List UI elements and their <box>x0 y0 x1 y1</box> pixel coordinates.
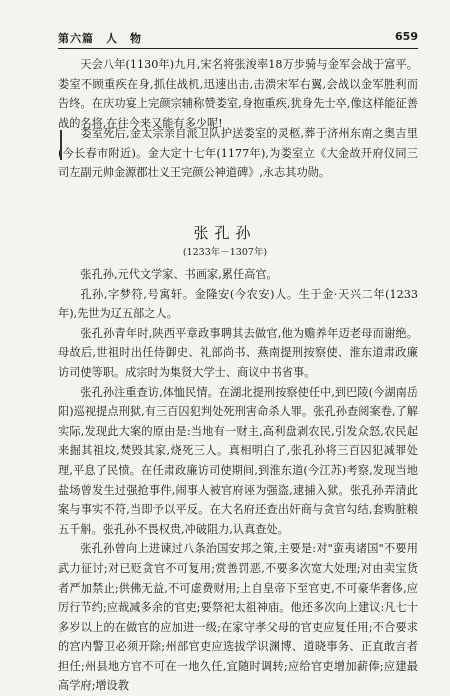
intro-paragraph: 天会八年(1130年)九月,宋名将张浚率18万步骑与金军会战于富平。娄室不顾重疾在身,抓住战机,迅速出击,击溃宋军右翼,会战以金军胜利而告终。在庆功宴上完颜宗辅称赞娄室,身抱重疾,犹身先士卒,像这样能征善战的名将,在往今来又能有多少呢! <box>58 58 418 130</box>
intro-paragraph-2-block <box>58 124 418 183</box>
biography-dates: (1233年－1307年) <box>182 247 268 258</box>
biography-body <box>58 265 418 696</box>
biography-paragraph: 张孔孙曾向上进谏过八条治国安邦之策,主要是:对"蛮夷诸国"不要用武力征讨;对已贬贪官不可复用;赏善罚恶,不要多次宽大处理;对由卖宝货者严加禁止;供佛无益,不可虚费财用;上自皇帝下至官吏,不可豪华奢侈,应厉行节约;应裁减多余的官吏;要祭祀太祖神庙。他还多次向上建议:凡七十多岁以上的在做官的应加进一级;在家守孝父母的官吏应复任用;不合要求的宫内警卫必须开除;州部官吏应选拔学识渊博、道晓事务、正直敢言者担任;州县地方官不可在一地久任,宜随时调转;应给官吏增加薪俸;应建最高学府;增设教 <box>58 542 418 693</box>
intro-paragraph: 娄室死后,金太宗亲自派卫队护送娄室的灵柩,葬于济州东南之奥吉里(今长春市附近)。金大定十七年(1177年),为娄室立《大金故开府仪同三司左副元帅金源郡壮义王完颜公神道碑》,永志其功勋。 <box>58 127 418 180</box>
intro-paragraph-1-block <box>58 55 418 133</box>
biography-title: 张孔孙 <box>193 224 257 242</box>
biography-paragraph: 孔孙,字梦符,号寓轩。金隆安(今农安)人。生于金·天兴二年(1233年),先世为辽五部之人。 <box>58 287 418 321</box>
biography-paragraph: 张孔孙青年时,陕西平章政事聘其去做官,他为赡养年迈老母而谢绝。母故后,世祖时出任侍御史、礼部尚书、燕南提刑按察使、淮东道肃政廉访司使等职。成宗时为集贤大学士、商议中书省事。 <box>58 326 418 379</box>
biography-paragraph: 张孔孙,元代文学家、书画家,累任高官。 <box>80 268 278 281</box>
chapter-heading: 第六篇 人 物 <box>58 32 142 45</box>
header-rule <box>58 48 418 49</box>
page-number: 659 <box>395 30 418 43</box>
biography-paragraph: 张孔孙注重查访,体恤民情。在湖北提刑按察使任中,到巴陵(今湖南岳阳)巡视提点刑狱,有三百囚犯判处死刑害命杀人罪。张孔孙查阅案卷,了解实际,发现此大案的原由是:当地有一财主,高利盘剥农民,引发众怒,农民起来掘其祖坟,焚毁其家,烧死三人。真相明白了,张孔孙将三百囚犯减罪处理,平息了民愤。在任肃政廉访司使期间,到淮东道(今江苏)考察,发现当地盐场曾发生过强抢事件,闹事人被官府诬为强盗,逮捕入狱。张孔孙弄清此案与事实不符,当即予以平反。在大名府还查出奸商与贪官勾结,套购脏粮五千斛。张孔孙不畏权贵,冲破阻力,认真查处。 <box>58 385 418 536</box>
page-header <box>58 30 418 48</box>
